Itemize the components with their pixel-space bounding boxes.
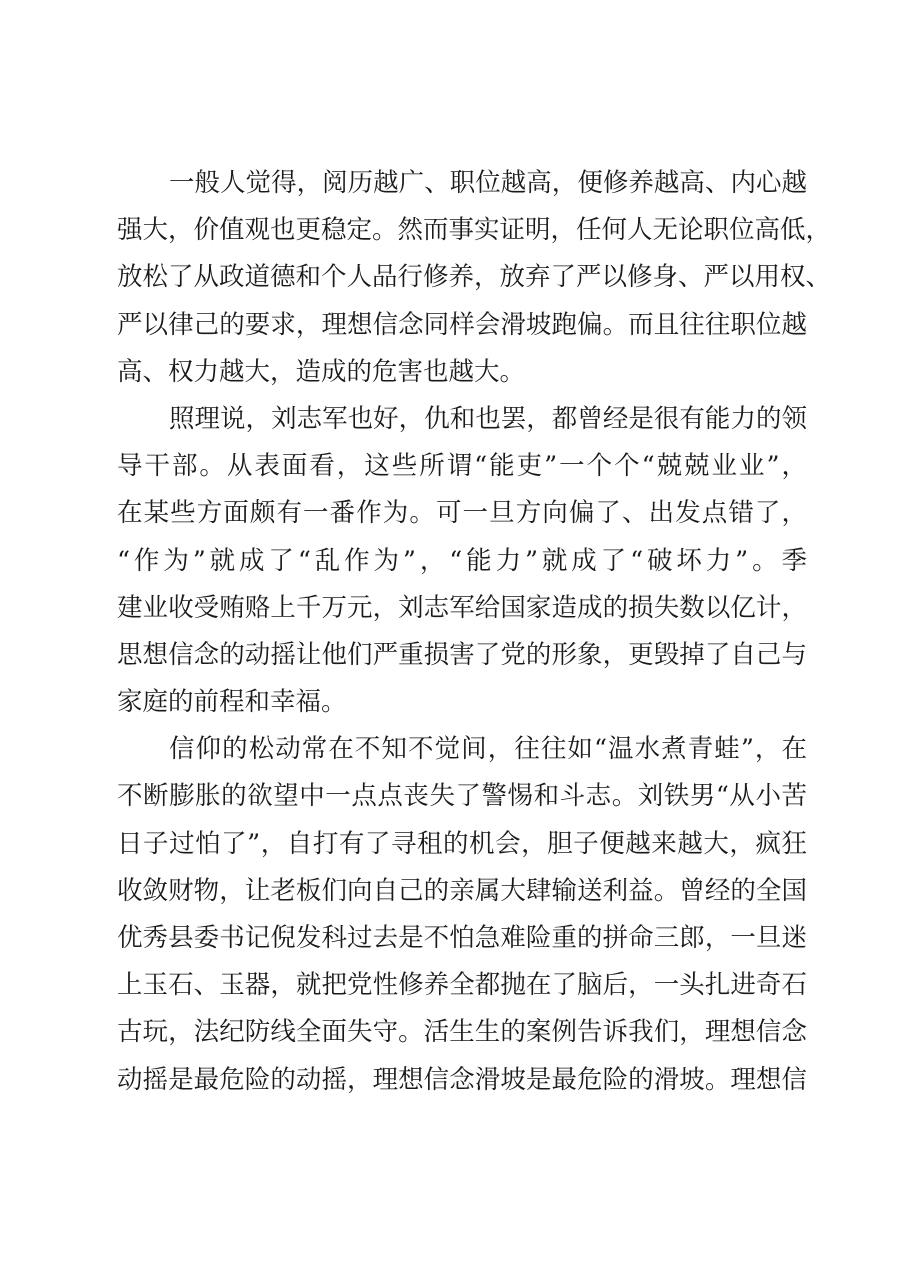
paragraph-3-line-5: 优秀县委书记倪发科过去是不怕急难险重的拼命三郎，一旦迷 — [117, 923, 807, 953]
paragraph-2-line-6: 思想信念的动摇让他们严重损害了党的形象，更毁掉了自己与 — [117, 639, 807, 670]
paragraph-3-line-4: 收敛财物，让老板们向自己的亲属大肆输送利益。曾经的全国 — [117, 875, 807, 906]
body-text — [117, 160, 832, 1104]
paragraph-3-line-8: 动摇是最危险的动摇，理想信念滑坡是最危险的滑坡。理想信 — [117, 1064, 807, 1095]
paragraph-1-line-3: 放松了从政道德和个人品行修养，放弃了严以修身、严以用权、 — [117, 262, 832, 293]
paragraph-2-line-7: 家庭的前程和幸福。 — [117, 687, 347, 718]
paragraph-3-line-6: 上玉石、玉器，就把党性修养全都抛在了脑后，一头扎进奇石 — [117, 970, 807, 1001]
paragraph-1-line-2: 强大，价值观也更稳定。然而事实证明，任何人无论职位高低， — [117, 215, 832, 246]
paragraph-1-line-4: 严以律己的要求，理想信念同样会滑坡跑偏。而且往往职位越 — [117, 309, 807, 340]
paragraph-2-line-5: 建业收受贿赂上千万元，刘志军给国家造成的损失数以亿计， — [117, 592, 807, 623]
paragraph-3-line-7: 古玩，法纪防线全面失守。活生生的案例告诉我们，理想信念 — [117, 1017, 807, 1048]
paragraph-3-line-1: 信仰的松动常在不知不觉间，往往如“温水煮青蛙”，在 — [169, 734, 807, 765]
paragraph-3-line-3: 日子过怕了”，自打有了寻租的机会，胆子便越来越大，疯狂 — [117, 828, 807, 859]
paragraph-1-line-5: 高、权力越大，造成的危害也越大。 — [117, 356, 526, 387]
paragraph-2-line-2: 导干部。从表面看，这些所谓“能吏”一个个“兢兢业业”， — [117, 451, 807, 482]
paragraph-2-line-4: “作为”就成了“乱作为”，“能力”就成了“破坏力”。季 — [117, 545, 807, 576]
paragraph-2-line-3: 在某些方面颇有一番作为。可一旦方向偏了、出发点错了， — [117, 498, 807, 529]
paragraph-3-line-2: 不断膨胀的欲望中一点点丧失了警惕和斗志。刘铁男“从小苦 — [117, 781, 807, 812]
paragraph-1-line-1: 一般人觉得，阅历越广、职位越高，便修养越高、内心越 — [169, 168, 807, 198]
paragraph-2-line-1: 照理说，刘志军也好，仇和也罢，都曾经是很有能力的领 — [169, 403, 807, 434]
